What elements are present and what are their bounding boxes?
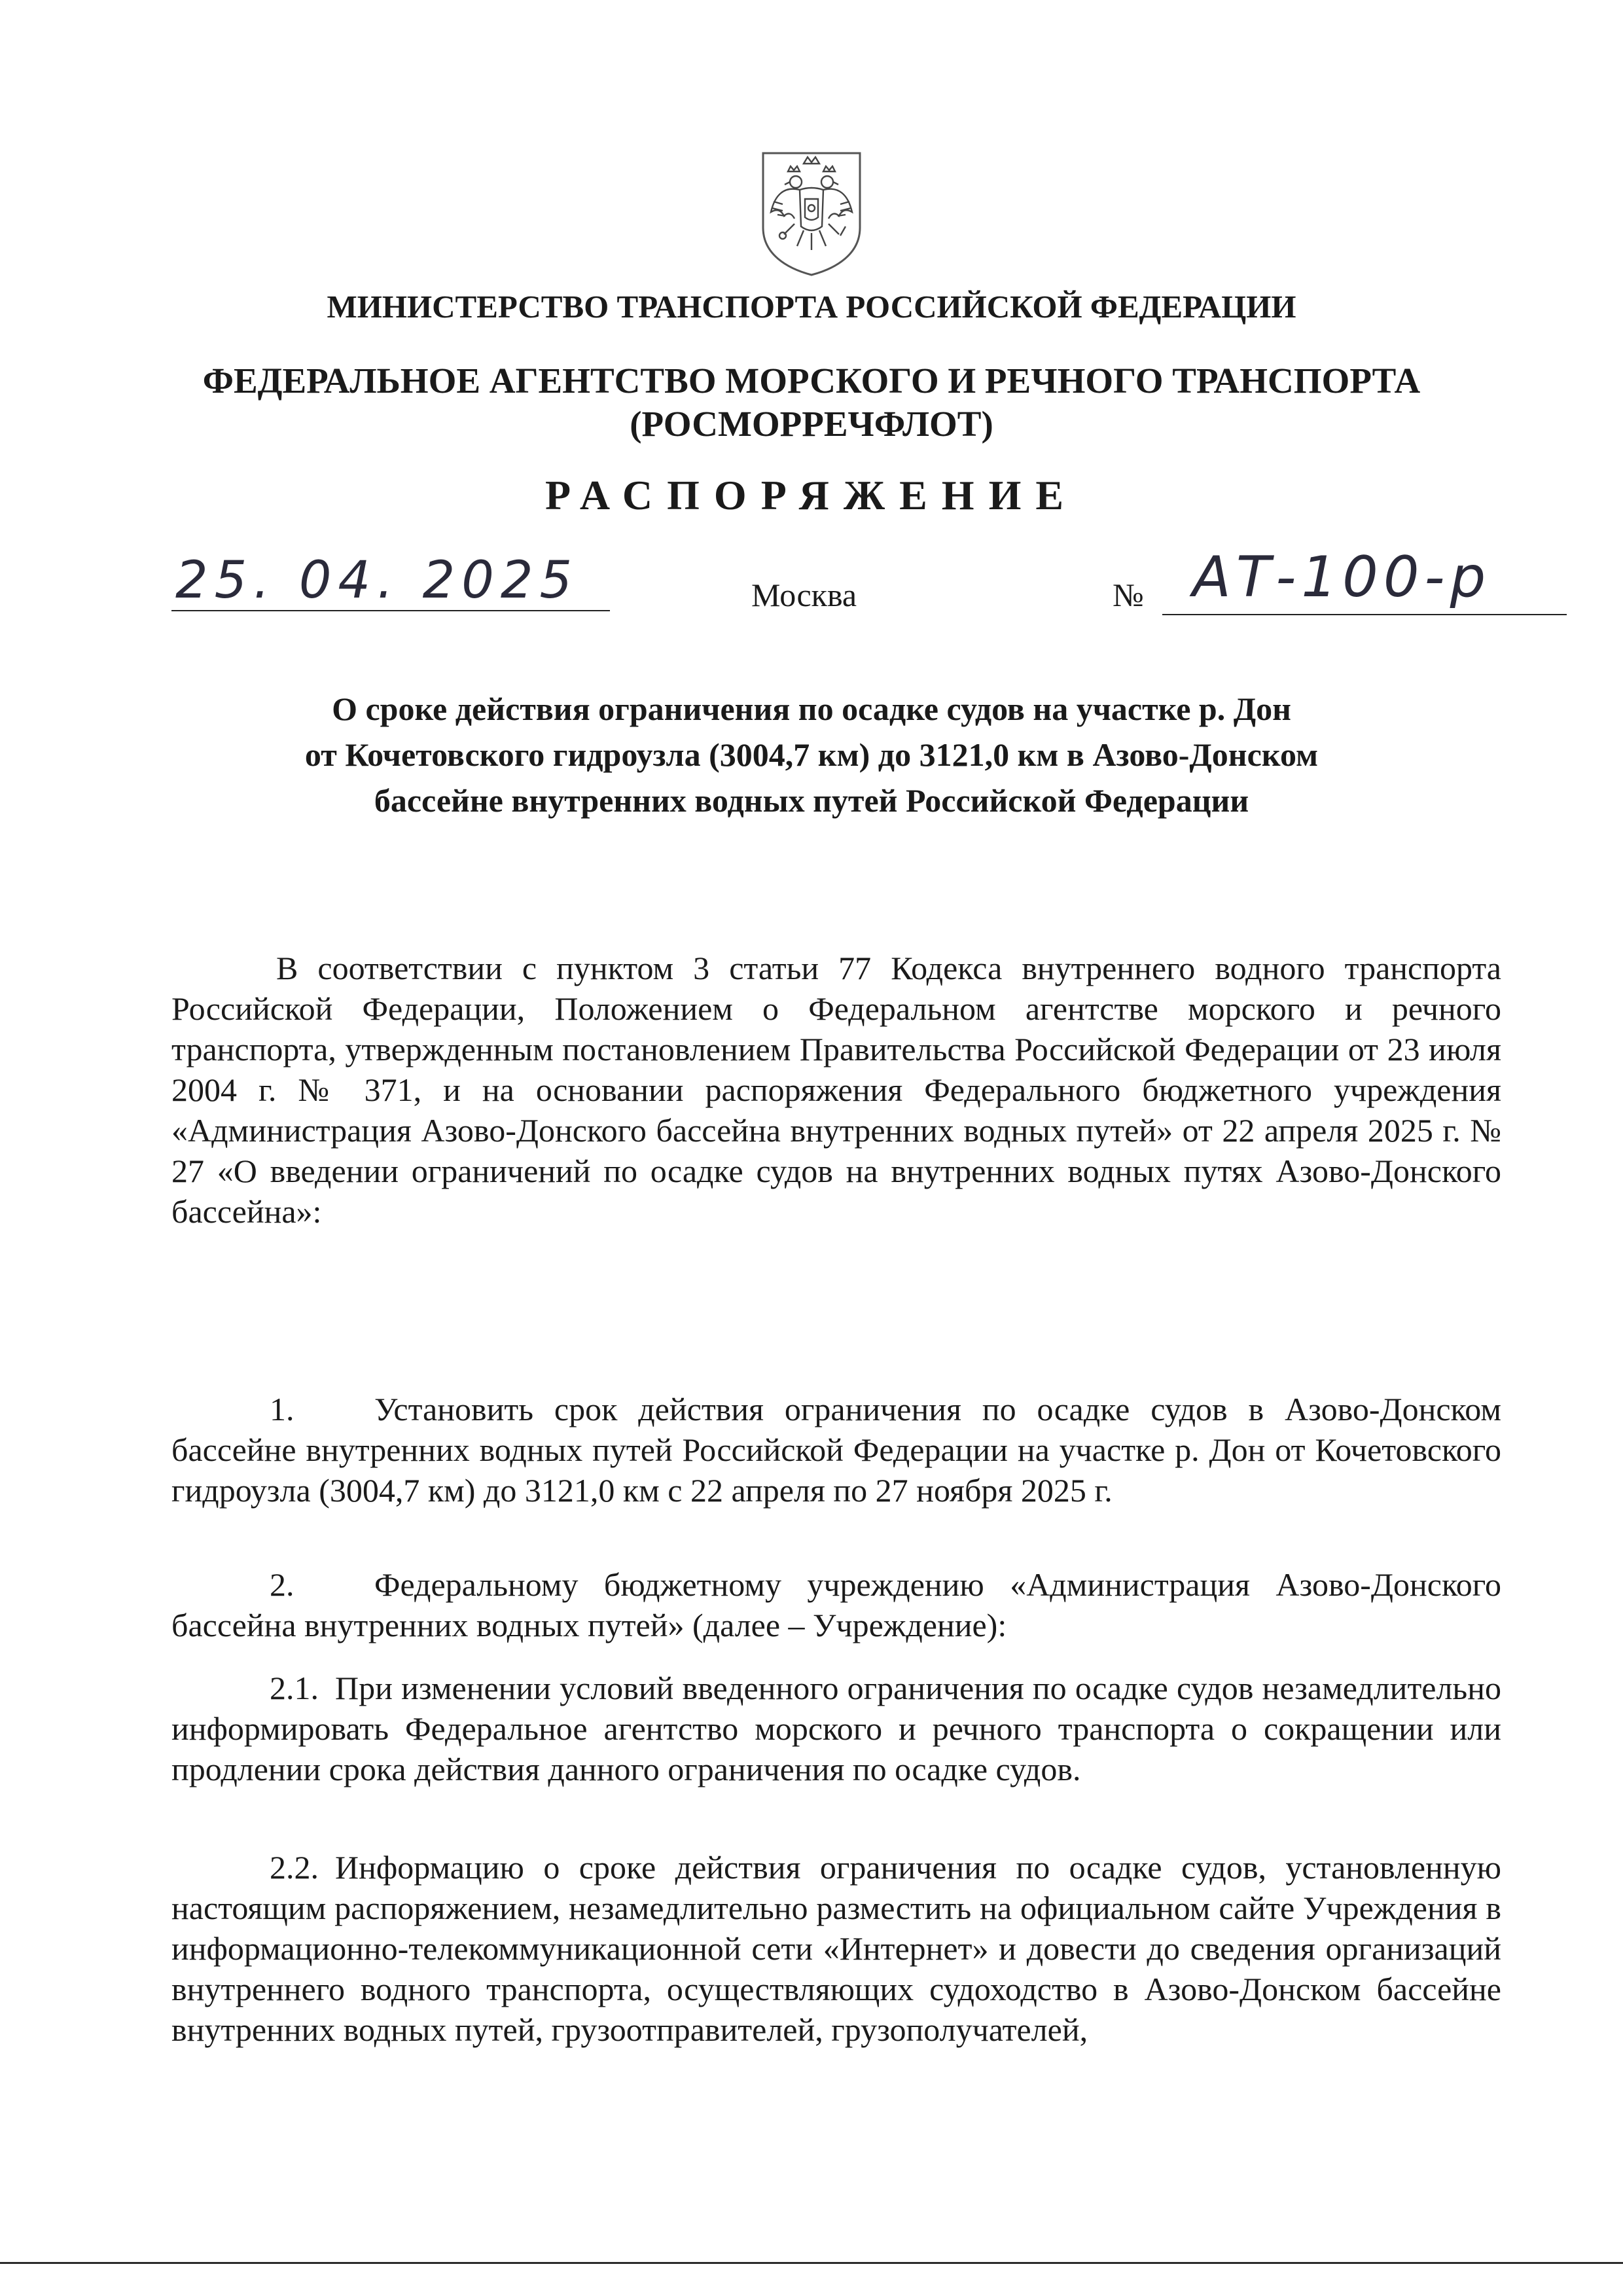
item-2-2-paragraph (171, 1847, 1501, 2050)
title-line: бассейне внутренних водных путей Российской Федерации (374, 782, 1249, 819)
handwritten-number: АТ-100-р (1192, 545, 1491, 610)
date-underline (171, 610, 610, 611)
number-field (1162, 545, 1567, 615)
item-number: 2.1. (270, 1670, 319, 1706)
number-underline (1162, 614, 1567, 615)
agency-short-name: (РОСМОРРЕЧФЛОТ) (630, 404, 993, 444)
item-text: Установить срок действия ограничения по осадке судов в Азово-Донском бассейне внутренних водных путей Российской Федерации на участке р. Дон от Кочетовского гидроузла (3004,7 км) до 3121,0 км с 22 апреля по 27 ноября 2025 г. (171, 1391, 1501, 1509)
date-field (171, 551, 610, 611)
coat-of-arms-emblem (758, 149, 865, 278)
item-text: Информацию о сроке действия ограничения по осадке судов, установленную настоящим распоряжением, незамедлительно разместить на официальном сайте Учреждения в информационно-телекоммуникационной сети «Интернет» и довести до сведения организаций внутреннего водного транспорта, осуществляющих судоходство в Азово-Донском бассейне внутренних водных путей, грузоотправителей, грузополучателей, (171, 1849, 1501, 2048)
document-type-heading: РАСПОРЯЖЕНИЕ (544, 472, 1079, 518)
item-text: При изменении условий введенного ограничения по осадке судов незамедлительно информировать Федеральное агентство морского и речного транспорта о сокращении или продлении срока действия данного ограничения по осадке судов. (171, 1670, 1501, 1787)
item-2-paragraph (171, 1564, 1501, 1645)
item-number: 2. (270, 1566, 294, 1603)
item-2-1-paragraph (171, 1668, 1501, 1789)
item-1-paragraph (171, 1389, 1501, 1511)
title-line: от Кочетовского гидроузла (3004,7 км) до 3121,0 км в Азово-Донском (304, 736, 1319, 773)
page-bottom-edge (0, 2262, 1623, 2264)
handwritten-date: 25. 04. 2025 (175, 551, 579, 610)
document-title (131, 686, 1492, 823)
city-label: Москва (751, 577, 857, 613)
agency-name: ФЕДЕРАЛЬНОЕ АГЕНТСТВО МОРСКОГО И РЕЧНОГО ТРАНСПОРТА (202, 361, 1421, 401)
intro-paragraph: В соответствии с пунктом 3 статьи 77 Кодекса внутреннего водного транспорта Российской Федерации, Положением о Федеральном агентстве морского и речного транспорта, утвержденным постановлением Правительства Российской Федерации от 23 июля 2004 г. № 371, и на основании распоряжения Федерального бюджетного учреждения «Администрация Азово-Донского бассейна внутренних водных путей» от 22 апреля 2025 г. № 27 «О введении ограничений по осадке судов на внутренних водных путях Азово-Донского бассейна»: (171, 950, 1501, 1230)
title-line: О сроке действия ограничения по осадке судов на участке р. Дон (332, 691, 1291, 727)
item-text: Федеральному бюджетному учреждению «Администрация Азово-Донского бассейна внутренних водных путей» (далее – Учреждение): (171, 1566, 1501, 1643)
item-number: 1. (270, 1391, 294, 1427)
number-sign: № (1113, 577, 1144, 613)
item-number: 2.2. (270, 1849, 319, 1886)
ministry-name: МИНИСТЕРСТВО ТРАНСПОРТА РОССИЙСКОЙ ФЕДЕРАЦИИ (327, 289, 1296, 325)
